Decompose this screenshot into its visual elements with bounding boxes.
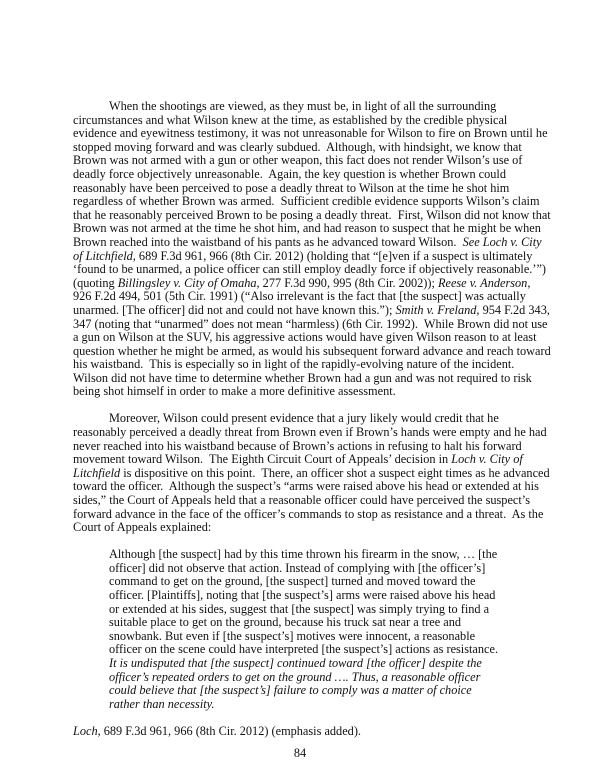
text-line bbox=[73, 194, 540, 209]
text: command to get on the ground, [the suspect] turned and moved toward the bbox=[109, 574, 476, 589]
text: that he reasonably perceived Brown to be posing a deadly threat. First, Wilson did not know that bbox=[73, 207, 551, 222]
text: 954 F.2d 343, bbox=[479, 302, 550, 317]
text-line bbox=[73, 100, 533, 114]
text-line bbox=[109, 698, 497, 712]
text: , bbox=[527, 275, 531, 290]
page-number: 84 bbox=[293, 746, 307, 760]
text-line bbox=[109, 589, 497, 603]
text: Wilson did not have time to determine whether Brown had a gun and was not required to risk bbox=[73, 370, 532, 385]
document-body bbox=[73, 99, 551, 752]
text: officer. [Plaintiffs], noting that [the suspect’s] arms were raised above his head bbox=[109, 587, 496, 602]
text-line bbox=[109, 575, 497, 589]
text: When the shootings are viewed, as they must be, in light of all the surrounding bbox=[109, 99, 497, 113]
italic-text: officer’s repeated orders to get on the ground …. Thus, a reasonable officer bbox=[109, 669, 481, 684]
text: ‘found to be unarmed, a police officer can still employ deadly force if objectively reasonable.’”) bbox=[73, 262, 547, 277]
text-line bbox=[73, 521, 533, 535]
italic-text: Litchfield bbox=[73, 465, 121, 480]
text-line bbox=[73, 141, 533, 155]
text: suitable place to get on the ground, because his truck sat near a tree and bbox=[109, 615, 462, 630]
text-line bbox=[73, 126, 548, 141]
text-line bbox=[73, 302, 550, 318]
text: officer] did not observe that action. Instead of complying with [the officer’s] bbox=[109, 560, 486, 575]
text-line bbox=[73, 343, 551, 359]
text: 277 F.3d 990, 995 (8th Cir. 2002)); bbox=[259, 275, 438, 290]
text: 347 (noting that “unarmed” does not mean “harmless) (6th Cir. 1992). While Brown did not use bbox=[73, 316, 548, 331]
text: circumstances and what Wilson knew at the time, as established by the credible physical bbox=[73, 112, 508, 127]
text: regardless of whether Brown was armed. Sufficient credible evidence supports Wilson’s claim bbox=[73, 194, 540, 209]
italic-text: Reese v. Anderson bbox=[437, 275, 528, 290]
paragraph bbox=[73, 99, 551, 399]
text-line bbox=[73, 453, 533, 467]
italic-text: rather than necessity. bbox=[109, 696, 215, 711]
text: Court of Appeals explained: bbox=[73, 520, 212, 535]
text-line bbox=[73, 372, 533, 386]
text: Brown reached into the waistband of his pants as he advanced toward Wilson. bbox=[73, 234, 463, 249]
italic-text: It is undisputed that [the suspect] continued toward [the officer] despite the bbox=[109, 655, 482, 670]
text: (quoting bbox=[73, 275, 118, 290]
text-line bbox=[73, 412, 533, 426]
text: snowbank. But even if [the suspect’s] motives were innocent, a reasonable bbox=[109, 628, 476, 643]
text-line bbox=[109, 684, 497, 698]
text: deadly force objectively unreasonable. Again, the key question is whether Brown could bbox=[73, 166, 506, 181]
text: sides,” the Court of Appeals held that a reasonable officer could have perceived the suspect’s bbox=[73, 493, 530, 508]
text-line bbox=[73, 250, 533, 264]
text: is dispositive on this point. There, an officer shot a suspect eight times as he advanced bbox=[120, 465, 550, 480]
text: evidence and eyewitness testimony, it was not unreasonable for Wilson to fire on Brown until he bbox=[73, 126, 548, 141]
text-line bbox=[109, 548, 497, 562]
italic-text: Loch v. City of bbox=[451, 452, 523, 467]
text-line bbox=[109, 671, 497, 685]
text-line bbox=[73, 114, 533, 128]
text: never reached into his waistband because of Brown’s actions in refusing to halt his forward bbox=[73, 438, 522, 453]
citation bbox=[73, 725, 533, 739]
text: stopped moving forward and was clearly subdued. Although, with hindsight, we know that bbox=[73, 139, 522, 154]
text: toward the officer. Although the suspect’s “arms were raised above his head or extended at his bbox=[73, 479, 539, 494]
text-line bbox=[109, 562, 497, 576]
text: 926 F.2d 494, 501 (5th Cir. 1991) (“Also irrelevant is the fact that [the suspect] was actually bbox=[73, 289, 526, 304]
text-line bbox=[109, 616, 497, 630]
text-line bbox=[109, 603, 497, 617]
italic-text: Billingsley v. City of Omaha, bbox=[117, 275, 260, 290]
text: question whether he might be armed, as would his subsequent forward advance and reach toward bbox=[73, 343, 551, 358]
text-line bbox=[73, 725, 533, 739]
text-line bbox=[73, 358, 533, 372]
text-line bbox=[73, 221, 541, 236]
text-line bbox=[73, 262, 547, 277]
text: movement toward Wilson. The Eighth Circuit Court of Appeals’ decision in bbox=[73, 452, 452, 467]
text: a gun on Wilson at the SUV, his aggressive actions would have given Wilson reason to at least bbox=[73, 330, 537, 345]
text: reasonably perceived a deadly threat from Brown even if Brown’s hands were empty and he had bbox=[73, 425, 547, 440]
text-line bbox=[109, 657, 497, 671]
text-line bbox=[73, 494, 533, 508]
text-line bbox=[109, 643, 497, 657]
italic-text: could believe that [the suspect’s] failure to comply was a matter of choice bbox=[109, 683, 472, 698]
text-line bbox=[73, 168, 533, 182]
text-line bbox=[73, 154, 533, 168]
text-line bbox=[73, 440, 533, 454]
paragraph bbox=[73, 411, 550, 535]
block-quote bbox=[109, 548, 497, 711]
text: Brown was not armed at the time he shot him, and had reason to suspect that he might be when bbox=[73, 221, 541, 236]
italic-text: Loch bbox=[73, 723, 98, 738]
text: being shot himself in order to make a more definitive assessment. bbox=[73, 384, 396, 399]
text-line bbox=[73, 465, 550, 481]
text: Brown was not armed with a gun or other weapon, this fact does not render Wilson’s use of bbox=[73, 153, 523, 168]
text-line bbox=[73, 290, 533, 304]
text: , 689 F.3d 961, 966 (8th Cir. 2012) (holding that “[e]ven if a suspect is ultimately bbox=[132, 248, 533, 263]
text-line bbox=[73, 330, 537, 345]
text-line bbox=[73, 234, 542, 250]
text: forward advance in the face of the officer’s commands to stop as resistance and a threat. As the bbox=[73, 506, 544, 521]
italic-text: See Loch v. City bbox=[462, 234, 542, 249]
text-line bbox=[73, 385, 533, 399]
text-line bbox=[73, 506, 544, 522]
text-line bbox=[73, 479, 539, 494]
text: his waistband. This is especially so in light of the rapidly-evolving nature of the incident. bbox=[73, 357, 515, 372]
italic-text: Smith v. Freland, bbox=[395, 302, 480, 317]
text: reasonably have been perceived to pose a deadly threat to Wilson at the time he shot him bbox=[73, 180, 510, 195]
text: Although [the suspect] had by this time thrown his firearm in the snow, … [the bbox=[109, 547, 498, 562]
text: Moreover, Wilson could present evidence that a jury likely would credit that he bbox=[109, 411, 499, 426]
text: officer on the scene could have interpreted [the suspect’s] actions as resistance. bbox=[109, 642, 499, 657]
text-line bbox=[73, 182, 533, 196]
text-line bbox=[73, 316, 548, 332]
text-line bbox=[73, 207, 551, 223]
italic-text: of Litchfield bbox=[73, 248, 133, 263]
text: or extended at his sides, suggest that [the suspect] was simply trying to find a bbox=[109, 601, 490, 616]
text-line bbox=[109, 630, 497, 644]
text: , 689 F.3d 961, 966 (8th Cir. 2012) (emphasis added). bbox=[97, 723, 361, 738]
text: unarmed. [The officer] did not and could not have known this.”); bbox=[73, 302, 396, 317]
text-line bbox=[73, 277, 533, 291]
text-line bbox=[73, 425, 547, 440]
